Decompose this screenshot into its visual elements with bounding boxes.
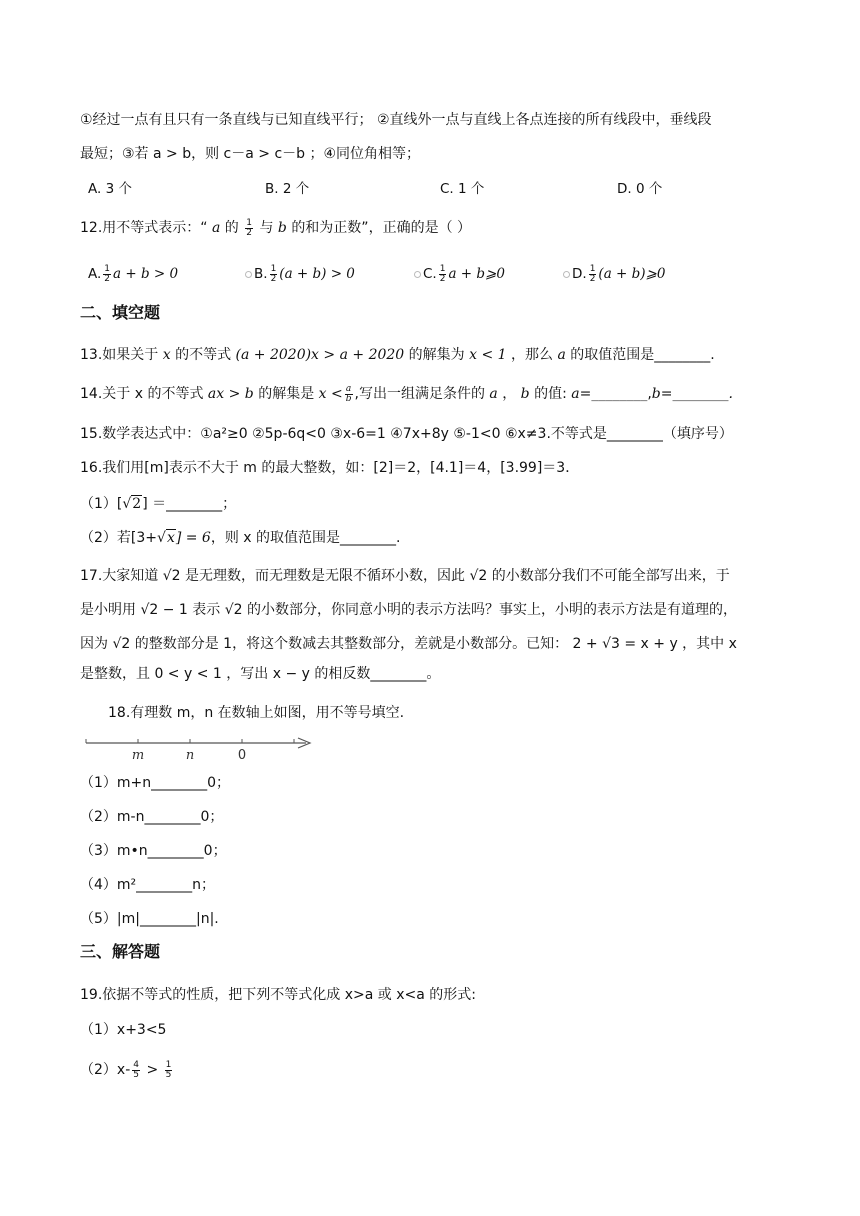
- q12-option-a: A. $\frac{1}{2}$ a + b > 0: [88, 263, 179, 284]
- q11-statement-line2: 最短；③若 a > b，则 c－a > c－b ；④同位角相等；: [80, 146, 421, 162]
- q18-part1: （1）m+n________0；: [80, 775, 231, 791]
- q19-stem: 19.依据不等式的性质，把下列不等式化成 x>a 或 x<a 的形式:: [80, 987, 476, 1003]
- q17-line3: 因为 √2 的整数部分是 1，将这个数减去其整数部分，差就是小数部分。已知： 2 + √3 = x + y ，其中 x: [80, 636, 737, 652]
- section-title-fill-in: 二、填空题: [80, 303, 161, 322]
- q14-fraction: $\frac{a}{b}$: [345, 383, 352, 404]
- q13-stem: 13.如果关于 x 的不等式 (a + 2020)x > a + 2020 的解集为 x < 1 ，那么 a 的取值范围是________.: [80, 347, 715, 363]
- axis-label-m: m: [131, 748, 145, 762]
- bullet-icon: [563, 271, 570, 278]
- q16-stem: 16.我们用[m]表示不大于 m 的最大整数，如：[2]＝2，[4.1]＝4，[3.99]＝3．: [80, 460, 580, 476]
- q18-stem: 18.有理数 m，n 在数轴上如图，用不等号填空.: [108, 705, 405, 721]
- q11-option-b: B. 2 个: [265, 181, 310, 197]
- q18-part5: （5）|m|________|n|.: [80, 911, 219, 927]
- q18-part4: （4）m²________n；: [80, 877, 216, 893]
- axis-label-zero: 0: [237, 748, 247, 762]
- q16-part1: （1）[√2] ＝________；: [80, 496, 237, 512]
- q14-stem: 14.关于 x 的不等式 ax > b 的解集是 x < $\frac{a}{b}$ ,写出一组满足条件的 a ， b 的值: a=________,b=________.: [80, 383, 733, 404]
- number-line-figure: [80, 732, 320, 762]
- q11-option-c: C. 1 个: [440, 181, 485, 197]
- q19-part1: （1）x+3<5: [80, 1022, 167, 1038]
- q18-part2: （2）m-n________0；: [80, 809, 224, 825]
- q11-statement-line1: ①经过一点有且只有一条直线与已知直线平行； ②直线外一点与直线上各点连接的所有线段中，垂线段: [80, 112, 712, 128]
- q12-option-b: B. $\frac{1}{2}$ (a + b) > 0: [245, 264, 355, 284]
- q12-stem: 12.用不等式表示：“ a 的 $\frac{1}{2}$ 与 b 的和为正数”，正确的是（ ）: [80, 217, 472, 238]
- q17-line2: 是小明用 √2 − 1 表示 √2 的小数部分，你同意小明的表示方法吗？事实上，小明的表示方法是有道理的，: [80, 602, 737, 618]
- axis-label-n: n: [185, 748, 195, 762]
- q19-part2: （2）x- $\frac{4}{5}$ > $\frac{1}{5}$: [80, 1059, 172, 1080]
- q17-line4: 是整数，且 0 < y < 1 ，写出 x − y 的相反数________。: [80, 666, 441, 682]
- q17-line1: 17.大家知道 √2 是无理数，而无理数是无限不循环小数，因此 √2 的小数部分我们不可能全部写出来，于: [80, 568, 730, 584]
- bullet-icon: [414, 271, 421, 278]
- q12-option-c: C. $\frac{1}{2}$ a + b⩾0: [414, 264, 505, 284]
- section-title-answer: 三、解答题: [80, 942, 161, 961]
- q12-option-d: D. $\frac{1}{2}$ (a + b)⩾0: [563, 264, 665, 284]
- q16-part2: （2）若[3+√x] = 6，则 x 的取值范围是________.: [80, 530, 401, 546]
- q11-option-d: D. 0 个: [617, 181, 663, 197]
- q12-half-fraction: $\frac{1}{2}$: [246, 217, 252, 238]
- q11-option-a: A. 3 个: [88, 181, 132, 197]
- bullet-icon: [245, 271, 252, 278]
- q18-part3: （3）m•n________0；: [80, 843, 227, 859]
- q15-stem: 15.数学表达式中：①a²≥0 ②5p-6q<0 ③x-6=1 ④7x+8y ⑤-1<0 ⑥x≠3.不等式是________（填序号）: [80, 426, 733, 442]
